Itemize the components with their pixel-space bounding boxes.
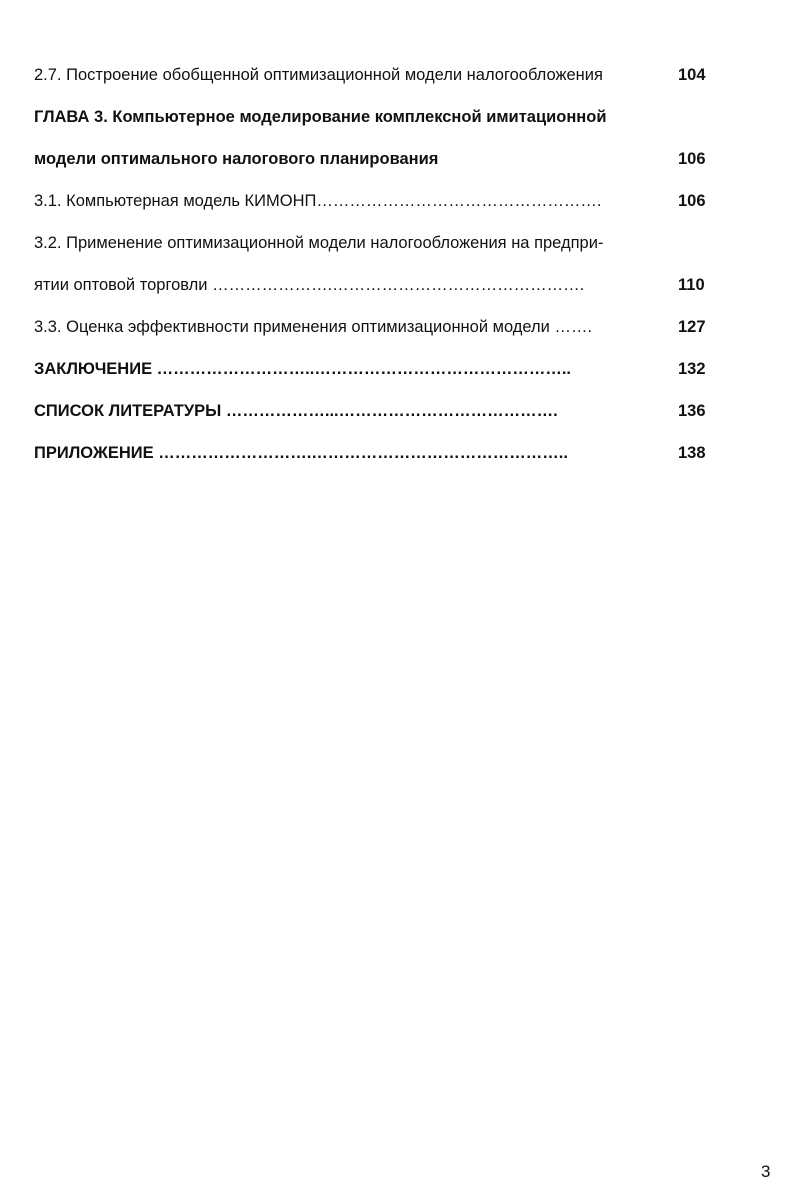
toc-entry-3-3 — [34, 314, 714, 356]
toc-entry-title: ПРИЛОЖЕНИЕ ……………………….……………………………………….. — [34, 444, 568, 462]
toc-entry-page: 106 — [678, 150, 706, 168]
toc-entry-title: 3.3. Оценка эффективности применения оптимизационной модели ……. — [34, 318, 593, 336]
toc-entry-appendix — [34, 440, 714, 482]
toc-entry-title: модели оптимального налогового планирования — [34, 150, 439, 168]
toc-entry-page: 106 — [678, 192, 706, 210]
toc-entry-conclusion — [34, 356, 714, 398]
toc-entry-title: ятии оптовой торговли ………………….………………………………………. — [34, 276, 585, 294]
toc-entry-title: 2.7. Построение обобщенной оптимизационной модели налогообложения — [34, 66, 603, 84]
toc-entry-page: 136 — [678, 402, 706, 420]
toc-chapter-3-line-2 — [34, 146, 714, 188]
toc-entry-page: 110 — [678, 276, 705, 294]
toc-entry-references — [34, 398, 714, 440]
toc-chapter-3-line-1 — [34, 104, 714, 146]
toc-entry-page: 104 — [678, 66, 706, 84]
toc-entry-page: 132 — [678, 360, 706, 378]
toc-entry-title: ГЛАВА 3. Компьютерное моделирование комплексной имитационной — [34, 108, 607, 126]
toc-entry-page: 138 — [678, 444, 706, 462]
toc-entry-3-2-line-2 — [34, 272, 714, 314]
toc-entry-title: ЗАКЛЮЧЕНИЕ ………………………..……………………………………….. — [34, 360, 571, 378]
toc-entry-title: 3.2. Применение оптимизационной модели налогообложения на предпри- — [34, 234, 604, 252]
page-number: 3 — [761, 1162, 771, 1181]
toc-entry-title: 3.1. Компьютерная модель КИМОНП……………………………………………. — [34, 192, 602, 210]
toc-entry-title: СПИСОК ЛИТЕРАТУРЫ ………………...…………………………………. — [34, 402, 558, 420]
toc-entry-page: 127 — [678, 318, 706, 336]
toc-entry-3-1 — [34, 188, 714, 230]
toc-entry-3-2-line-1 — [34, 230, 714, 272]
table-of-contents — [34, 62, 714, 482]
toc-entry-2-7 — [34, 62, 714, 104]
